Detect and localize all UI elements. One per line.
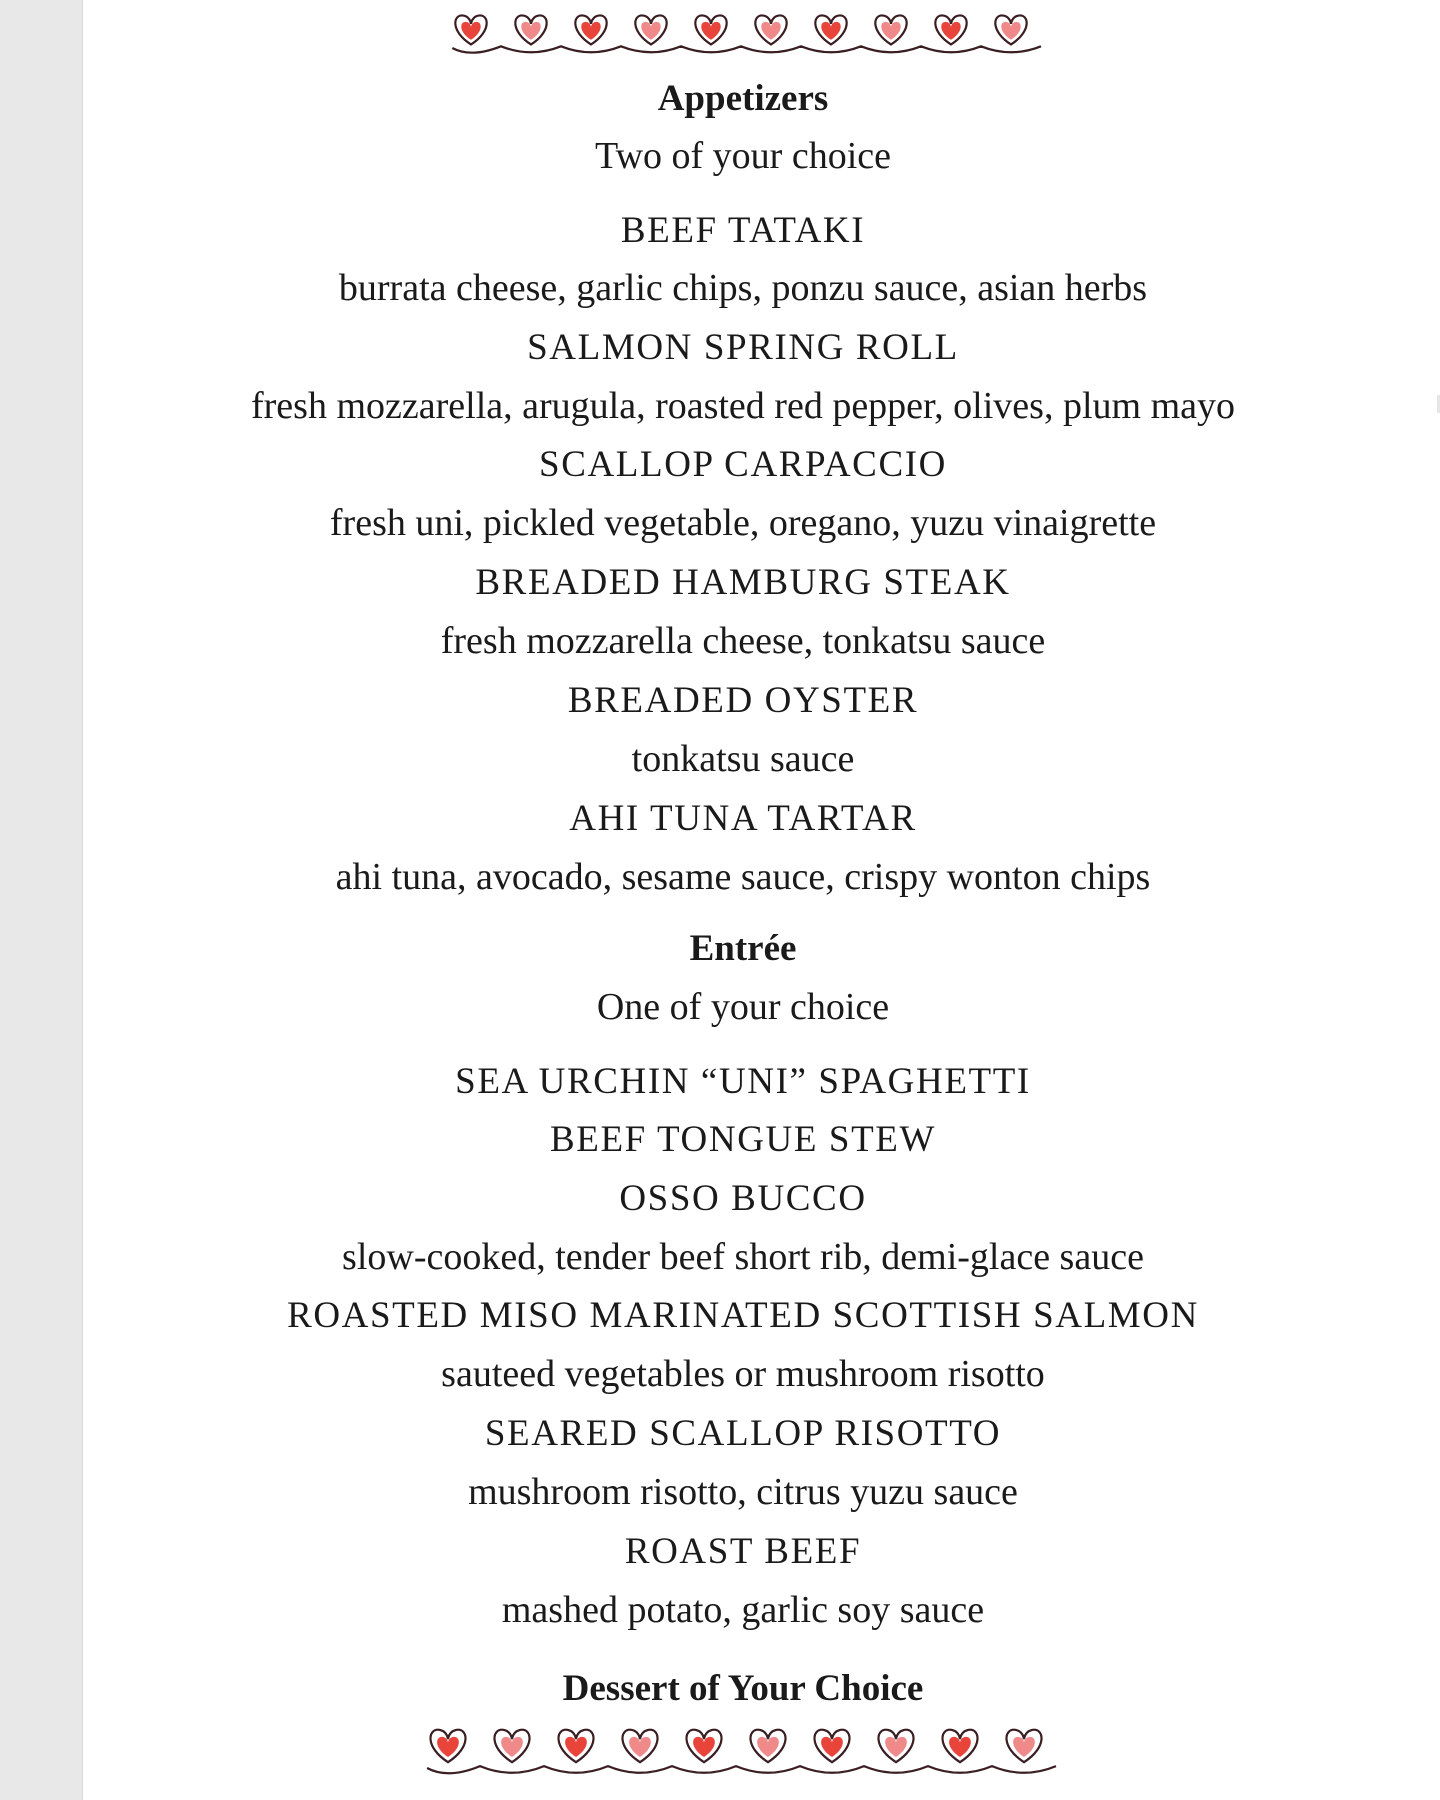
- heart-icon: [515, 15, 546, 44]
- heart-icon: [494, 1730, 529, 1762]
- hearts-border-bottom: [408, 1720, 1088, 1780]
- dish-description: tonkatsu sauce: [631, 738, 855, 780]
- appetizers-title: Appetizers: [657, 78, 829, 119]
- heart-icon: [1006, 1730, 1041, 1762]
- dish-name: ROAST BEEF: [624, 1531, 862, 1572]
- dish-name: SCALLOP CARPACCIO: [539, 444, 947, 485]
- heart-icon: [878, 1730, 913, 1762]
- heart-icon: [575, 15, 606, 44]
- heart-icon: [815, 15, 846, 44]
- dish-name: SEARED SCALLOP RISOTTO: [484, 1413, 1002, 1454]
- dish-name: AHI TUNA TARTAR: [569, 798, 917, 839]
- dish-name: BREADED HAMBURG STEAK: [475, 562, 1011, 603]
- dish-description: fresh mozzarella, arugula, roasted red pepper, olives, plum mayo: [251, 385, 1235, 427]
- heart-icon: [995, 15, 1026, 44]
- dish-name: BEEF TATAKI: [620, 210, 866, 251]
- menu-page: [83, 0, 1440, 1800]
- heart-icon: [750, 1730, 785, 1762]
- heart-icon: [755, 15, 786, 44]
- dish-name: SALMON SPRING ROLL: [527, 327, 959, 368]
- appetizers-subtitle: Two of your choice: [595, 135, 891, 177]
- dish-description: ahi tuna, avocado, sesame sauce, crispy wonton chips: [335, 856, 1151, 898]
- heart-icon: [622, 1730, 657, 1762]
- heart-icon: [935, 15, 966, 44]
- heart-icon: [455, 15, 486, 44]
- heart-icon: [430, 1730, 465, 1762]
- heart-icon: [635, 15, 666, 44]
- scroll-line: [427, 1766, 1056, 1773]
- dish-name: OSSO BUCCO: [619, 1178, 867, 1219]
- heart-icon: [875, 15, 906, 44]
- dessert-title: Dessert of Your Choice: [562, 1668, 924, 1709]
- heart-icon: [814, 1730, 849, 1762]
- dish-description: burrata cheese, garlic chips, ponzu sauce, asian herbs: [338, 267, 1148, 309]
- dish-name: ROASTED MISO MARINATED SCOTTISH SALMON: [287, 1295, 1199, 1336]
- dish-description: mashed potato, garlic soy sauce: [501, 1589, 985, 1631]
- dish-description: slow-cooked, tender beef short rib, demi-glace sauce: [342, 1236, 1144, 1278]
- dish-name: SEA URCHIN “UNI” SPAGHETTI: [455, 1061, 1031, 1102]
- entree-subtitle: One of your choice: [596, 986, 890, 1028]
- dish-description: sauteed vegetables or mushroom risotto: [441, 1353, 1045, 1395]
- dish-description: mushroom risotto, citrus yuzu sauce: [468, 1471, 1018, 1513]
- dish-name: BEEF TONGUE STEW: [549, 1119, 936, 1160]
- hearts-border-top: [433, 8, 1043, 58]
- dish-description: fresh uni, pickled vegetable, oregano, yuzu vinaigrette: [329, 502, 1157, 544]
- dish-name: BREADED OYSTER: [567, 680, 919, 721]
- entree-title: Entrée: [689, 928, 797, 969]
- scroll-line: [452, 46, 1041, 52]
- heart-icon: [686, 1730, 721, 1762]
- page-gutter: [0, 0, 83, 1800]
- heart-icon: [558, 1730, 593, 1762]
- heart-icon: [942, 1730, 977, 1762]
- dish-description: fresh mozzarella cheese, tonkatsu sauce: [440, 620, 1046, 662]
- heart-icon: [695, 15, 726, 44]
